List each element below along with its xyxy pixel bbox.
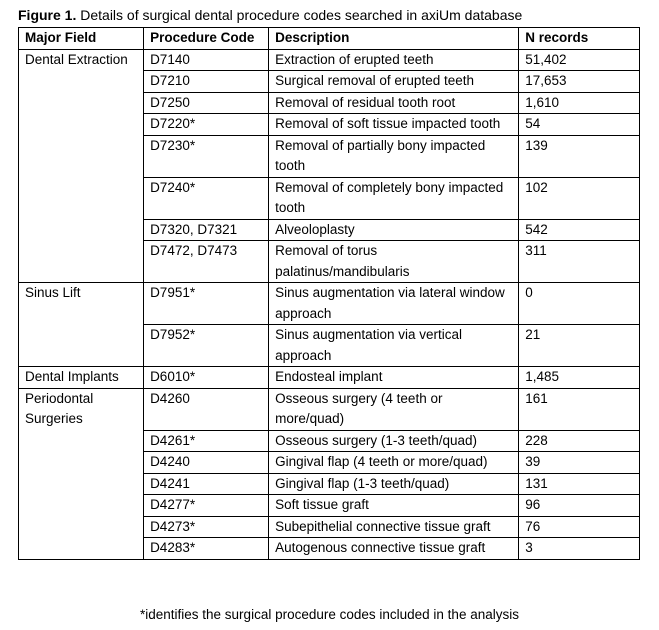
description-cell: Removal of torus palatinus/mandibularis [269,241,519,283]
table-row [19,71,640,93]
table-row [19,325,640,367]
major-field-cell [19,219,144,241]
procedure-code-cell: D7952* [144,325,269,367]
procedure-code-cell: D7240* [144,177,269,219]
description-cell: Sinus augmentation via vertical approach [269,325,519,367]
procedure-code-cell: D7210 [144,71,269,93]
table-row [19,114,640,136]
table-row [19,283,640,325]
major-field-cell [19,452,144,474]
description-cell: Osseous surgery (4 teeth or more/quad) [269,388,519,430]
n-records-cell: 1,610 [519,92,640,114]
table-row [19,538,640,560]
major-field-cell [19,473,144,495]
table-row [19,452,640,474]
header-procedure-code: Procedure Code [144,28,269,50]
procedure-code-cell: D7951* [144,283,269,325]
procedure-codes-table [18,27,640,560]
description-cell: Alveoloplasty [269,219,519,241]
procedure-code-cell: D7250 [144,92,269,114]
major-field-cell: Dental Implants [19,367,144,389]
description-cell: Removal of completely bony impacted tooth [269,177,519,219]
table-row [19,49,640,71]
n-records-cell: 51,402 [519,49,640,71]
n-records-cell: 161 [519,388,640,430]
n-records-cell: 102 [519,177,640,219]
description-cell: Removal of soft tissue impacted tooth [269,114,519,136]
table-header-row [19,28,640,50]
table-row [19,516,640,538]
procedure-code-cell: D7220* [144,114,269,136]
procedure-code-cell: D4260 [144,388,269,430]
n-records-cell: 1,485 [519,367,640,389]
n-records-cell: 3 [519,538,640,560]
procedure-code-cell: D4283* [144,538,269,560]
major-field-cell: Periodontal Surgeries [19,388,144,430]
table-row [19,430,640,452]
procedure-code-cell: D4273* [144,516,269,538]
description-cell: Sinus augmentation via lateral window approach [269,283,519,325]
footnote: *identifies the surgical procedure codes included in the analysis [140,607,519,622]
table-row [19,177,640,219]
description-cell: Autogenous connective tissue graft [269,538,519,560]
n-records-cell: 21 [519,325,640,367]
n-records-cell: 311 [519,241,640,283]
n-records-cell: 96 [519,495,640,517]
header-n-records: N records [519,28,640,50]
caption-label: Figure 1. [18,7,77,23]
procedure-code-cell: D4241 [144,473,269,495]
description-cell: Subepithelial connective tissue graft [269,516,519,538]
major-field-cell [19,325,144,367]
procedure-code-cell: D6010* [144,367,269,389]
header-major-field: Major Field [19,28,144,50]
procedure-code-cell: D4277* [144,495,269,517]
description-cell: Surgical removal of erupted teeth [269,71,519,93]
table-row [19,241,640,283]
n-records-cell: 131 [519,473,640,495]
description-cell: Removal of residual tooth root [269,92,519,114]
n-records-cell: 0 [519,283,640,325]
major-field-cell [19,177,144,219]
procedure-code-cell: D7140 [144,49,269,71]
major-field-cell [19,241,144,283]
table-body [19,49,640,559]
description-cell: Endosteal implant [269,367,519,389]
n-records-cell: 76 [519,516,640,538]
procedure-code-cell: D4261* [144,430,269,452]
description-cell: Gingival flap (1-3 teeth/quad) [269,473,519,495]
major-field-cell [19,516,144,538]
table-row [19,388,640,430]
table-row [19,135,640,177]
major-field-cell [19,538,144,560]
table-row [19,367,640,389]
caption-text: Details of surgical dental procedure codes searched in axiUm database [76,7,523,23]
table-row [19,219,640,241]
table-row [19,92,640,114]
major-field-cell [19,495,144,517]
major-field-cell: Dental Extraction [19,49,144,71]
major-field-cell: Sinus Lift [19,283,144,325]
figure-caption [18,6,522,24]
table-row [19,473,640,495]
major-field-cell [19,71,144,93]
procedure-code-cell: D7320, D7321 [144,219,269,241]
n-records-cell: 17,653 [519,71,640,93]
n-records-cell: 228 [519,430,640,452]
n-records-cell: 54 [519,114,640,136]
n-records-cell: 542 [519,219,640,241]
description-cell: Removal of partially bony impacted tooth [269,135,519,177]
description-cell: Extraction of erupted teeth [269,49,519,71]
major-field-cell [19,114,144,136]
procedure-code-cell: D7472, D7473 [144,241,269,283]
description-cell: Gingival flap (4 teeth or more/quad) [269,452,519,474]
n-records-cell: 139 [519,135,640,177]
header-description: Description [269,28,519,50]
description-cell: Soft tissue graft [269,495,519,517]
procedure-code-cell: D7230* [144,135,269,177]
major-field-cell [19,92,144,114]
description-cell: Osseous surgery (1-3 teeth/quad) [269,430,519,452]
table-row [19,495,640,517]
major-field-cell [19,135,144,177]
n-records-cell: 39 [519,452,640,474]
major-field-cell [19,430,144,452]
procedure-code-cell: D4240 [144,452,269,474]
